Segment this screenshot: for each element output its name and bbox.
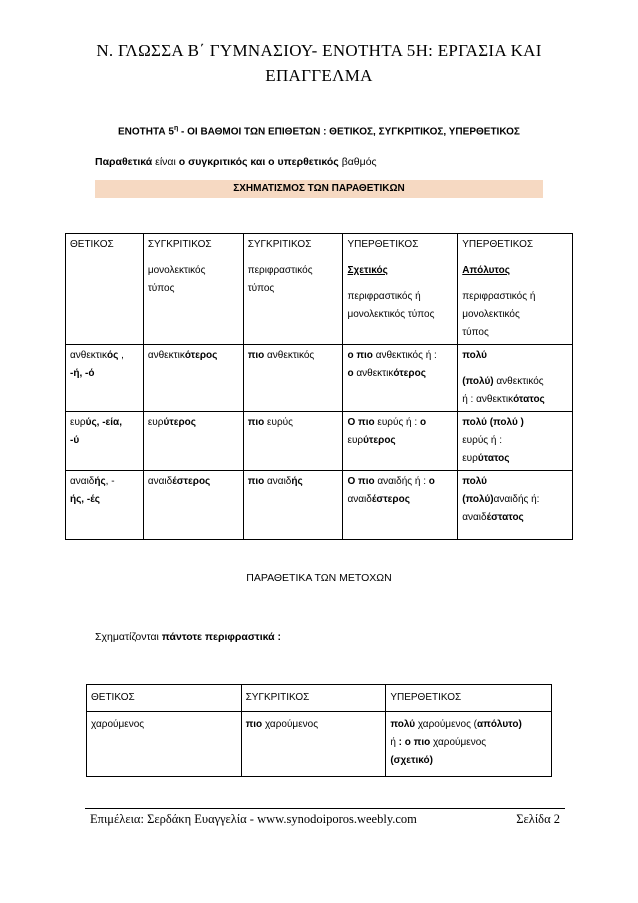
header-cell: ΥΠΕΡΘΕΤΙΚΟΣ Σχετικός περιφραστικός ή μονολεκτικός τύπος xyxy=(343,234,458,345)
table-row xyxy=(66,412,573,471)
table-header-row xyxy=(87,685,552,712)
table-cell: ο πιο ανθεκτικός ή : ο ανθεκτικότερος xyxy=(343,345,458,412)
header-cell: ΘΕΤΙΚΟΣ xyxy=(87,685,242,712)
header-cell: ΥΠΕΡΘΕΤΙΚΟΣ Απόλυτος περιφραστικός ή μονολεκτικός τύπος xyxy=(458,234,573,345)
page-number: Σελίδα 2 xyxy=(516,812,560,826)
table-header-row xyxy=(66,234,573,345)
header-line-1: Ν. ΓΛΩΣΣΑ Β΄ ΓΥΜΝΑΣΙΟΥ- ΕΝΟΤΗΤΑ 5Η: ΕΡΓΑΣΙΑ ΚΑΙ xyxy=(96,41,542,60)
participles-intro: Σχηματίζονται πάντοτε περιφραστικά : xyxy=(95,631,281,643)
header-cell: ΣΥΓΚΡΙΤΙΚΟΣ xyxy=(241,685,386,712)
table-cell: ανθεκτικότερος xyxy=(143,345,243,412)
table-cell: αναιδής, - ής, -ές xyxy=(66,471,144,540)
table-cell: ανθεκτικός , -ή, -ό xyxy=(66,345,144,412)
table-cell: Ο πιο αναιδής ή : ο αναιδέστερος xyxy=(343,471,458,540)
table-row xyxy=(87,712,552,777)
table-cell: πολύ χαρούμενος (απόλυτο) ή : ο πιο χαρούμενος (σχετικό) xyxy=(386,712,552,777)
comparison-table xyxy=(65,233,573,540)
table-cell: πιο αναιδής xyxy=(243,471,343,540)
table-cell: πολύ (πολύ)αναιδής ή: αναιδέστατος xyxy=(458,471,573,540)
table-row xyxy=(66,345,573,412)
table-cell: Ο πιο ευρύς ή : ο ευρύτερος xyxy=(343,412,458,471)
table-cell: ευρύτερος xyxy=(143,412,243,471)
footer xyxy=(90,812,560,827)
table-cell: πιο χαρούμενος xyxy=(241,712,386,777)
document-header xyxy=(0,38,638,88)
section-title: ΕΝΟΤΗΤΑ $5^\eta$ - ΟΙ ΒΑΘΜΟΙ ΤΩΝ ΕΠΙΘΕΤΩΝ : ΘΕΤΙΚΟΣ, ΣΥΓΚΡΙΤΙΚΟΣ, ΥΠΕΡΘΕΤΙΚΟΣ xyxy=(118,125,520,138)
participles-table xyxy=(86,684,552,777)
table-cell: χαρούμενος xyxy=(87,712,242,777)
formation-band: ΣΧΗΜΑΤΙΣΜΟΣ ΤΩΝ ΠΑΡΑΘΕΤΙΚΩΝ xyxy=(95,180,543,198)
table-cell: πολύ (πολύ) ανθεκτικός ή : ανθεκτικότατος xyxy=(458,345,573,412)
header-cell: ΣΥΓΚΡΙΤΙΚΟΣ περιφραστικός τύπος xyxy=(243,234,343,345)
footer-credit: Επιμέλεια: Σερδάκη Ευαγγελία - www.synodoiporos.weebly.com xyxy=(90,812,417,826)
table-cell: αναιδέστερος xyxy=(143,471,243,540)
table-cell: πολύ (πολύ ) ευρύς ή : ευρύτατος xyxy=(458,412,573,471)
table-cell: πιο ευρύς xyxy=(243,412,343,471)
header-cell: ΣΥΓΚΡΙΤΙΚΟΣ μονολεκτικός τύπος xyxy=(143,234,243,345)
header-cell: ΥΠΕΡΘΕΤΙΚΟΣ xyxy=(386,685,552,712)
table-cell: ευρύς, -εία, -ύ xyxy=(66,412,144,471)
header-cell: ΘΕΤΙΚΟΣ xyxy=(66,234,144,345)
footer-divider xyxy=(85,808,565,809)
table-row xyxy=(66,471,573,540)
intro-text: Παραθετικά είναι ο συγκριτικός και ο υπερθετικός βαθμός xyxy=(95,156,377,168)
table-cell: πιο ανθεκτικός xyxy=(243,345,343,412)
participles-subtitle: ΠΑΡΑΘΕΤΙΚΑ ΤΩΝ ΜΕΤΟΧΩΝ xyxy=(246,572,392,584)
header-line-2: ΕΠΑΓΓΕΛΜΑ xyxy=(265,66,373,85)
